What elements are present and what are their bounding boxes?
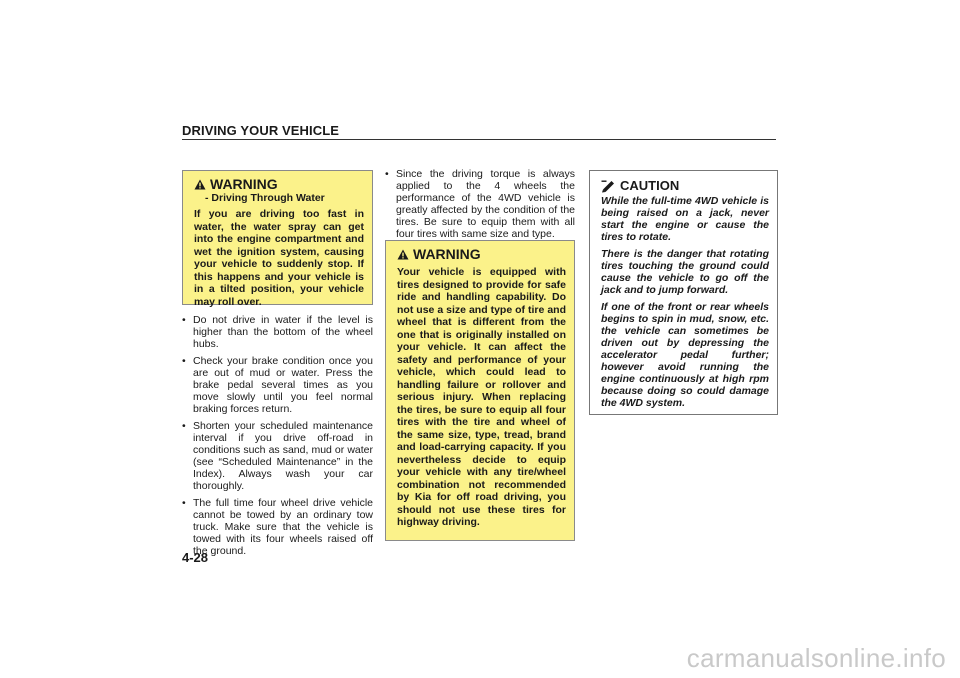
warning-heading: WARNING [413, 246, 481, 262]
page-number: 4-28 [182, 550, 209, 565]
caution-paragraph: There is the danger that rotating tires touching the ground could cause the vehicle to go off the jack and to jump forward. [601, 248, 769, 296]
section-title: DRIVING YOUR VEHICLE [182, 123, 340, 138]
caution-paragraph: While the full-time 4WD vehicle is being raised on a jack, never start the engine or cause the tires to rotate. [601, 195, 769, 243]
caution-box-4wd [589, 170, 778, 415]
warning-heading-row [194, 176, 364, 192]
warning-triangle-icon [397, 249, 409, 260]
warning-heading: WARNING [210, 176, 278, 192]
watermark: carmanualsonline.info [686, 643, 946, 673]
warning-subheading: - Driving Through Water [205, 192, 325, 204]
list-item: • Since the driving torque is always applied to the 4 wheels the performance of the 4WD vehicle is greatly affected by the condition of the tires. Be sure to equip them with all four tires with same size and type. [385, 168, 575, 240]
header-rule [182, 139, 776, 140]
warning-box-tires [385, 240, 575, 541]
caution-heading-row [601, 178, 769, 194]
bullet-list-column2 [385, 168, 575, 245]
list-item: • Check your brake condition once you are out of mud or water. Press the brake pedal several times as you move slowly until you feel normal braking forces return. [182, 355, 373, 415]
caution-paragraph: If one of the front or rear wheels begins to spin in mud, snow, etc. the vehicle can sometimes be driven out by depressing the accelerator pedal further; however avoid running the engine continuously at high rpm because doing so could damage the 4WD system. [601, 301, 769, 409]
warning-triangle-icon [194, 179, 206, 190]
bullet-list-column1 [182, 314, 373, 562]
warning-box-water [182, 170, 373, 308]
warning-body: If you are driving too fast in water, the water spray can get into the engine compartment and wet the ignition system, causing your vehicle to suddenly stop. If this happens and your vehicle is in a tilted position, your vehicle may roll over. [194, 208, 364, 308]
list-item: • The full time four wheel drive vehicle cannot be towed by an ordinary tow truck. Make sure that the vehicle is towed with its four wheels raised off the ground. [182, 497, 373, 557]
warning-body: Your vehicle is equipped with tires designed to provide for safe ride and handling capability. Do not use a size and type of tire and wheel that is different from the one that is originally installed on your vehicle. It can affect the safety and performance of your vehicle, which could lead to handling failure or rollover and serious injury. When replacing the tires, be sure to equip all four tires with the tire and wheel of the same size, type, tread, brand and load-carrying capacity. If you nevertheless decide to equip your vehicle with any tire/wheel combination not recommended by Kia for off road driving, you should not use these tires for highway driving. [397, 266, 566, 528]
list-item: • Do not drive in water if the level is higher than the bottom of the wheel hubs. [182, 314, 373, 350]
list-item: • Shorten your scheduled maintenance interval if you drive off-road in conditions such as sand, mud or water (see “Scheduled Maintenance” in the Index). Always wash your car thoroughly. [182, 420, 373, 492]
warning-heading-row [397, 246, 566, 262]
caution-heading: CAUTION [620, 178, 680, 193]
caution-pen-icon [601, 180, 615, 193]
